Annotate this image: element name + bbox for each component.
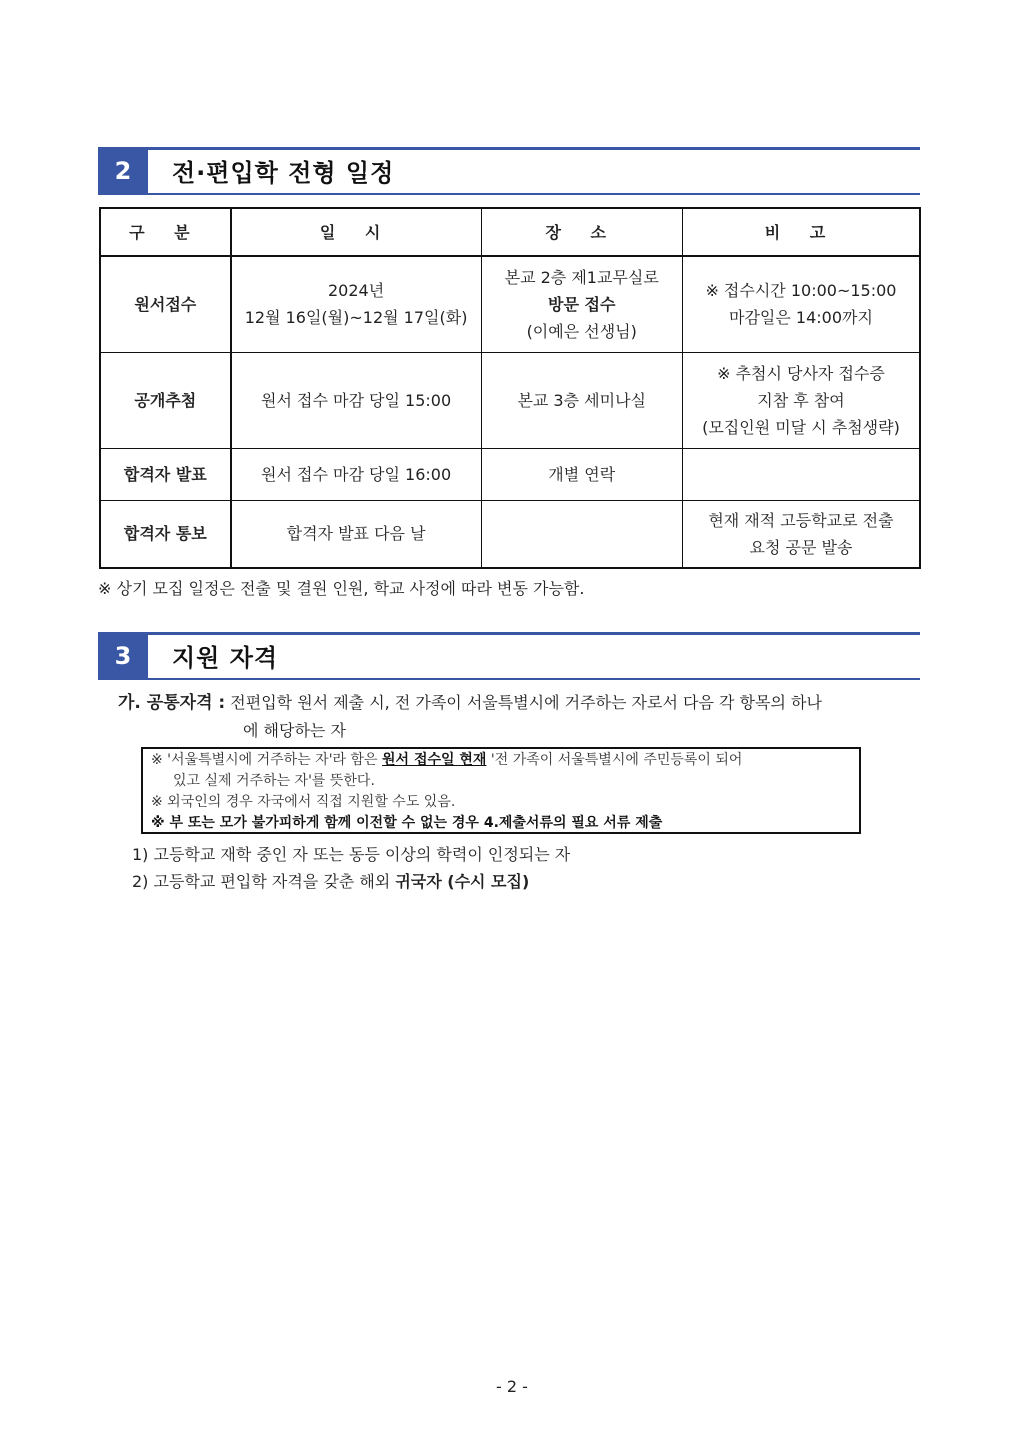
note-line: 지참 후 참여 [757,390,845,410]
note-line: (모집인원 미달 시 추첨생략) [702,417,900,437]
qualification-items [132,841,570,895]
table-row [100,500,920,568]
list-item [132,868,570,895]
table-row [100,448,920,500]
page-number: - 2 - [496,1377,528,1396]
schedule-table [99,207,921,569]
note-line: ※ 추첨시 당사자 접수증 [717,363,885,383]
row-date [231,256,481,352]
row-place [481,256,682,352]
notice-text: '전 가족이 서울특별시에 주민등록이 되어 [486,752,743,768]
notice-text: ※ '서울특별시에 거주하는 자'라 함은 [151,752,383,768]
table-header-row [100,208,920,256]
row-place: 본교 3층 세미나실 [481,352,682,448]
row-note [682,448,920,500]
section-title: 지원 자격 [172,644,279,672]
notice-line: ※ 외국인의 경우 자국에서 직접 지원할 수도 있음. [151,794,456,810]
column-header: 구 분 [100,208,231,256]
item-text: 2) 고등학교 편입학 자격을 갖춘 해외 [132,872,396,891]
date-line: 2024년 [327,281,385,301]
section-number: 2 [98,147,148,195]
section-3-header [98,632,920,680]
divider [148,193,920,195]
note-line: 요청 공문 발송 [749,537,853,557]
place-line: 본교 2층 제1교무실로 [504,267,659,287]
place-line: (이예은 선생님) [526,321,637,341]
row-category: 합격자 통보 [100,500,231,568]
row-note [682,500,920,568]
table-row [100,256,920,352]
row-place: 개별 연락 [481,448,682,500]
schedule-footnote: ※ 상기 모집 일정은 전출 및 결원 인원, 학교 사정에 따라 변동 가능함. [98,579,585,598]
row-category: 공개추첨 [100,352,231,448]
list-item [132,841,570,868]
qualification-text: 에 해당하는 자 [243,721,346,740]
row-date: 원서 접수 마감 당일 16:00 [231,448,481,500]
item-text: 1) 고등학교 재학 중인 자 또는 동등 이상의 학력이 인정되는 자 [132,845,571,864]
common-qualification [118,689,930,744]
divider [148,678,920,680]
column-header: 비 고 [682,208,920,256]
item-emphasis: 귀국자 (수시 모집) [395,872,530,891]
row-date: 원서 접수 마감 당일 15:00 [231,352,481,448]
section-2-header [98,147,920,195]
section-number: 3 [98,632,148,680]
notice-line: 있고 실제 거주하는 자'를 뜻한다. [173,773,375,789]
column-header: 일 시 [231,208,481,256]
row-note [682,352,920,448]
date-line: 12월 16일(월)~12월 17일(화) [244,308,468,328]
row-category: 원서접수 [100,256,231,352]
notice-line [151,750,851,771]
row-category: 합격자 발표 [100,448,231,500]
note-line: ※ 접수시간 10:00~15:00 [705,281,897,301]
notice-emphasis: 원서 접수일 현재 [382,752,487,768]
row-date: 합격자 발표 다음 날 [231,500,481,568]
note-line: 현재 재적 고등학교로 전출 [708,510,894,530]
divider [148,147,920,150]
place-line: 방문 접수 [548,294,616,314]
section-title: 전·편입학 전형 일정 [172,159,395,187]
row-note [682,256,920,352]
notice-line: ※ 부 또는 모가 불가피하게 함께 이전할 수 없는 경우 4.제출서류의 필요 서류 제출 [151,815,663,831]
notice-box [141,747,861,834]
qualification-label: 가. 공통자격 : [118,693,226,713]
table-row [100,352,920,448]
column-header: 장 소 [481,208,682,256]
row-place [481,500,682,568]
note-line: 마감일은 14:00까지 [728,308,873,328]
qualification-text: 전편입학 원서 제출 시, 전 가족이 서울특별시에 거주하는 자로서 다음 각 항목의 하나 [230,693,822,712]
divider [148,632,920,635]
